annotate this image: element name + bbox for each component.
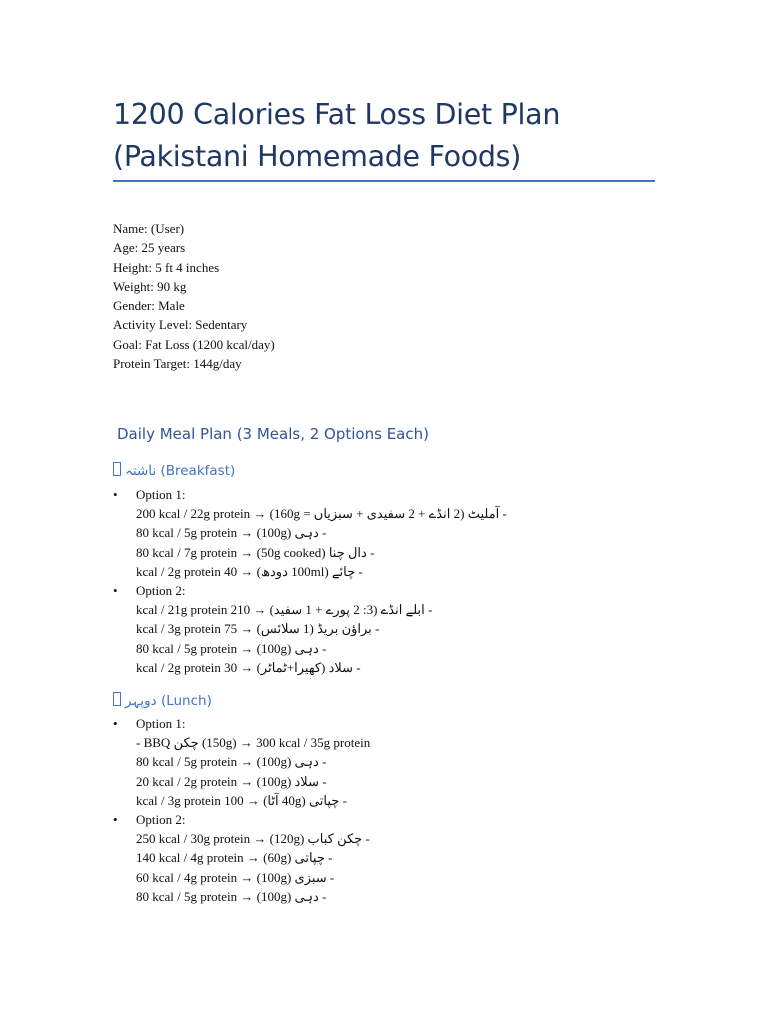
list-item: - چپاتی (40g آٹا) → 100 kcal / 3g protein xyxy=(136,792,347,808)
title-underline xyxy=(113,180,655,182)
profile-block xyxy=(113,219,275,373)
lunch-heading xyxy=(113,692,212,709)
lunch-option-2 xyxy=(113,810,370,906)
title-line-2: (Pakistani Homemade Foods) xyxy=(113,140,522,173)
document-title xyxy=(113,94,655,178)
missing-glyph-icon xyxy=(113,462,121,476)
profile-protein-target: Protein Target: 144g/day xyxy=(113,355,242,371)
bullet-icon: • xyxy=(113,716,118,731)
breakfast-heading-text: ناشتہ (Breakfast) xyxy=(125,463,236,479)
list-item: - سلاد (کھیرا+ٹماٹر) → 30 kcal / 2g protein xyxy=(136,659,361,675)
meal-plan-heading: Daily Meal Plan (3 Meals, 2 Options Each) xyxy=(117,425,429,443)
breakfast-option-1 xyxy=(113,485,507,581)
profile-gender: Gender: Male xyxy=(113,298,185,313)
list-item: - چکن کباب (120g) → 250 kcal / 30g protein xyxy=(136,831,370,846)
list-item: - سبزی (100g) → 60 kcal / 4g protein xyxy=(136,869,335,885)
missing-glyph-icon xyxy=(113,692,121,706)
list-item: - دہی (100g) → 80 kcal / 5g protein xyxy=(136,888,327,904)
profile-name: Name: (User) xyxy=(113,221,185,236)
breakfast-option-2 xyxy=(113,581,432,677)
list-item: - دہی (100g) → 80 kcal / 5g protein xyxy=(136,525,327,541)
bullet-icon: • xyxy=(113,583,118,598)
lunch-option-1 xyxy=(113,714,370,810)
lunch-heading-text: دوپہر (Lunch) xyxy=(125,693,212,709)
bullet-icon: • xyxy=(113,812,118,827)
breakfast-heading xyxy=(113,462,235,479)
bullet-icon: • xyxy=(113,487,118,502)
list-item: - دال چنا (50g cooked) → 80 kcal / 7g protein xyxy=(136,544,375,560)
title-line-1: 1200 Calories Fat Loss Diet Plan xyxy=(113,98,561,131)
profile-weight: Weight: 90 kg xyxy=(113,278,187,294)
option-label: • Option 2: xyxy=(113,812,186,827)
list-item: - دہی (100g) → 80 kcal / 5g protein xyxy=(136,754,327,770)
list-item: - براؤن بریڈ (1 سلائس) → 75 kcal / 3g protein xyxy=(136,621,380,637)
profile-height: Height: 5 ft 4 inches xyxy=(113,259,220,275)
option-label: • Option 1: xyxy=(113,487,186,502)
profile-activity-level: Activity Level: Sedentary xyxy=(113,317,248,333)
list-item: - دہی (100g) → 80 kcal / 5g protein xyxy=(136,640,327,656)
option-label: • Option 2: xyxy=(113,583,186,598)
list-item: - چائے (100ml دودھ) → 40 kcal / 2g protein xyxy=(136,563,363,579)
list-item: - ابلے انڈے (3: 2 پورے + 1 سفید) → 210 kcal / 21g protein xyxy=(136,602,433,617)
option-label: • Option 1: xyxy=(113,716,186,731)
list-item: - سلاد (100g) → 20 kcal / 2g protein xyxy=(136,773,327,789)
profile-age: Age: 25 years xyxy=(113,240,186,256)
profile-goal: Goal: Fat Loss (1200 kcal/day) xyxy=(113,336,275,352)
list-item: - چپاتی (60g) → 140 kcal / 4g protein xyxy=(136,850,333,866)
list-item: - BBQ چکن (150g) → 300 kcal / 35g protein xyxy=(136,735,371,750)
list-item: - آملیٹ (2 انڈے + 2 سفیدی + سبزیاں = 160g) → 200 kcal / 22g protein xyxy=(136,506,507,521)
